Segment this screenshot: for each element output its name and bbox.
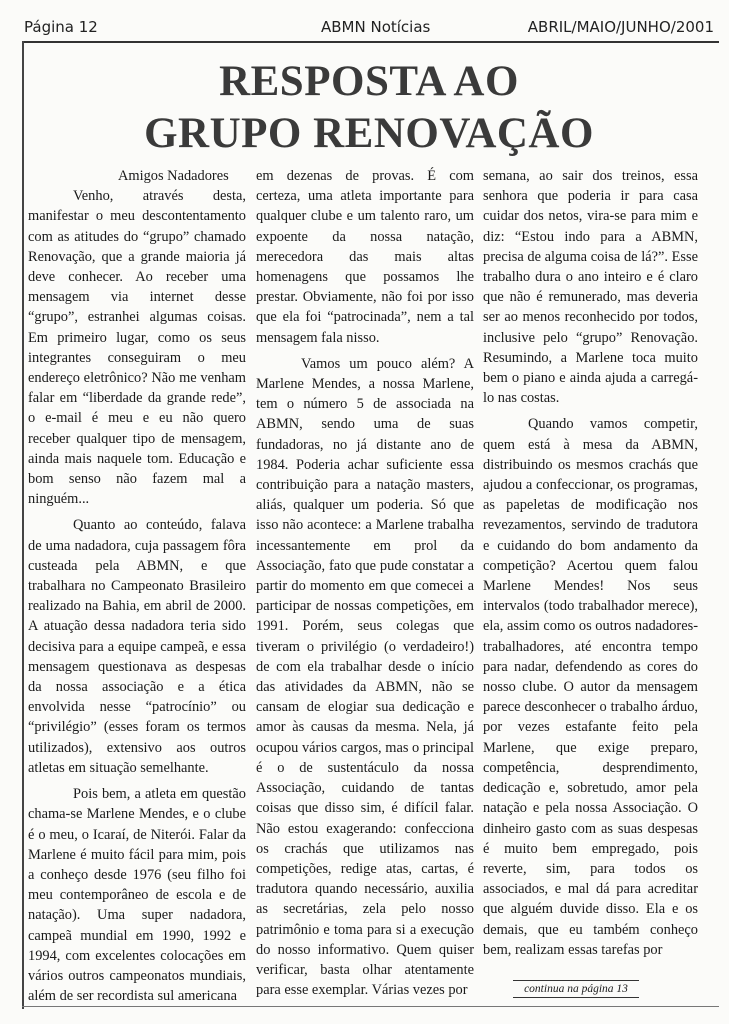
continued-note: continua na página 13 bbox=[513, 980, 639, 998]
paragraph: Venho, através desta, manifestar o meu descontentamento com as atitudes do “grupo” chamado Renovação, que a grande maioria já deve conhecer. Ao receber uma mensagem via internet desse “grupo”, estranhei algumas coisas. Em primeiro lugar, como os seus integrantes conseguiram o meu endereço eletrônico? Não me venham falar em “liberdade da grande rede”, o e-mail é meu e eu não quero receber qualquer tipo de mensagem, ainda mais naquele tom. Educação e bom senso não fazem mal a ninguém... bbox=[28, 188, 246, 508]
publication-name: ABMN Notícias bbox=[321, 18, 431, 36]
page-number: Página 12 bbox=[24, 18, 98, 36]
left-border-rule bbox=[22, 41, 24, 1009]
title-line-1: RESPOSTA AO bbox=[219, 58, 519, 105]
greeting: Amigos Nadadores bbox=[118, 168, 229, 184]
issue-date: ABRIL/MAIO/JUNHO/2001 bbox=[527, 18, 714, 36]
paragraph: Quando vamos competir, quem está à mesa da ABMN, distribuindo os mesmos crachás que ajudou a confeccionar, os programas, as papeletas de modificação nos revezamentos, servindo de tradutora e cuidando do bom andamento da competição? Acertou quem falou Marlene Mendes! Nos seus intervalos (todo trabalhador merece), ela, assim como os outros nadadores-trabalhadores, até encontra tempo para nadar, defendendo as cores do nosso clube. O autor da mensagem parece desconhecer o trabalho árduo, por vezes estafante feito pela Marlene, que exige preparo, competência, desprendimento, dedicação e, sobretudo, amor pela natação e pela nossa Associação. O dinheiro gasto com as suas despesas é muito bem empregado, pois reverte, sim, para todos os associados, e mal dá para acreditar que alguém duvide disso. Ela e os demais, que eu também conheço bem, realizam essas tarefas por bbox=[483, 416, 699, 958]
column-3 bbox=[483, 166, 698, 960]
column-1 bbox=[28, 166, 246, 1006]
paragraph: em dezenas de provas. É com certeza, uma atleta importante para qualquer clube e um talento raro, um expoente da nossa natação, merecedora das mais altas homenagens que possamos lhe prestar. Obviamente, não foi por isso que ela foi “patrocinada”, nem a tal mensagem fala nisso. bbox=[256, 168, 474, 346]
title-line-2: GRUPO RENOVAÇÃO bbox=[144, 110, 594, 157]
article-title bbox=[24, 56, 714, 160]
header-rule bbox=[22, 41, 719, 43]
paragraph: Pois bem, a atleta em questão chama-se Marlene Mendes, e o clube é o meu, o Icaraí, de Niterói. Falar da Marlene é muito fácil para mim, pois a conheço desde 1976 (seu filho foi meu contemporâneo de escola e de natação). Uma super nadadora, campeã mundial em 1990, 1992 e 1994, com excelentes colocações em vários outros campeonatos mundiais, além de ser recordista sul americana bbox=[28, 786, 246, 1005]
paragraph: semana, ao sair dos treinos, essa senhora que poderia ir para casa cuidar dos netos, vira-se para mim e diz: “Estou indo para a ABMN, precisa de alguma coisa de lá?”. Esse trabalho dura o ano inteiro e é claro que não é remunerado, mas deveria ser ao menos reconhecido por todos, inclusive pelo “grupo” Renovação. Resumindo, a Marlene toca muito bem o piano e ainda ajuda a carregá-lo nas costas. bbox=[483, 168, 698, 407]
footer-rule bbox=[22, 1006, 719, 1007]
column-2 bbox=[256, 166, 474, 1000]
paragraph: Quanto ao conteúdo, falava de uma nadadora, cuja passagem fôra custeada pela ABMN, e que trabalhara no Campeonato Brasileiro realizado na Bahia, em abril de 2000. A atuação dessa nadadora teria sido decisiva para a equipe campeã, e essa mensagem questionava as despesas da nossa associação e a ética envolvida nesse “patrocínio” ou “privilégio” (esses foram os termos utilizados), extensivo aos outros atletas em situação semelhante. bbox=[28, 517, 246, 776]
paragraph: Vamos um pouco além? A Marlene Mendes, a nossa Marlene, tem o número 5 de associada na ABMN, sendo uma de suas fundadoras, no já distante ano de 1984. Poderia achar suficiente essa contribuição para a natação masters, aliás, qualquer um poderia. Só que isso não acontece: a Marlene trabalha incessantemente em prol da Associação, fato que pude constatar a partir do momento em que comecei a participar de nossas competições, em 1991. Porém, seus colegas que tiveram o privilégio (o verdadeiro!) de com ela trabalhar desde o início das atividades da ABMN, não se cansam de elogiar sua dedicação e amor às causas da mesma. Nela, já ocupou vários cargos, mas o principal é o de sustentáculo da nossa Associação, cuidando de tantas coisas que disso sim, é difícil falar. Não estou exagerando: confecciona os crachás que utilizamos nas competições, redige atas, cartas, é tradutora quando necessário, auxilia as secretárias, zela pelo nosso patrimônio e toma para si a execução do nosso informativo. Quem quiser verificar, basta olhar atentamente para esse exemplar. Várias vezes por bbox=[256, 355, 474, 999]
page-header bbox=[24, 14, 714, 40]
